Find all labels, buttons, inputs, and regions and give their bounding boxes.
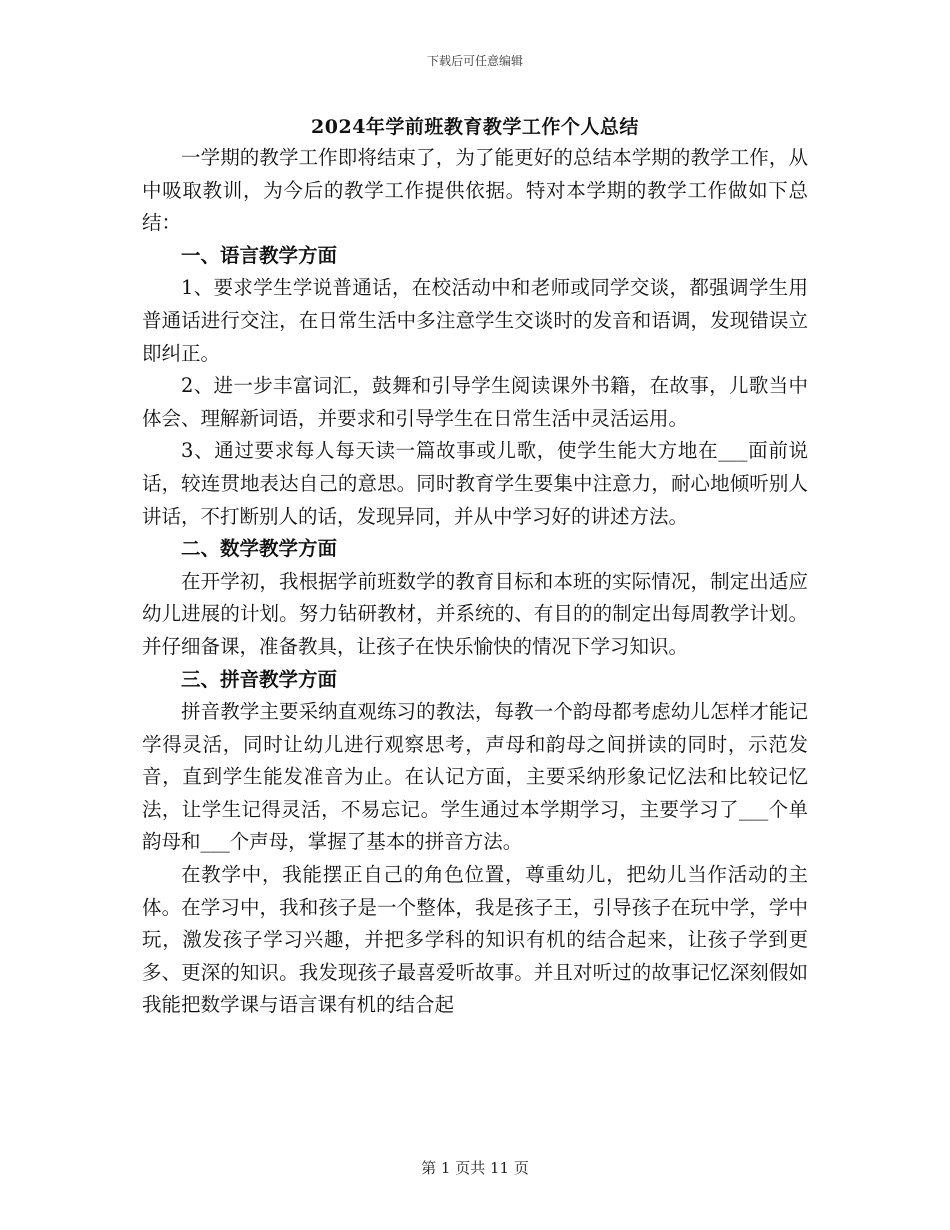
language-item-1: 1、要求学生学说普通话，在校活动中和老师或同学交谈，都强调学生用普通话进行交注，在日常生活中多注意学生交谈时的发音和语调，发现错误立即纠正。 [142,276,808,365]
pinyin-paragraph: 拼音教学主要采纳直观练习的教法，每教一个韵母都考虑幼儿怎样才能记学得灵活，同时让幼儿进行观察思考，声母和韵母之间拼读的同时，示范发音，直到学生能发准音为止。在认记方面，主要采纳形象记忆法和比较记忆法，让学生记得灵活，不易忘记。学生通过本学期学习，主要学习了___个单韵母和___个声母，掌握了基本的拼音方法。 [142,700,808,854]
document-body [142,142,808,1022]
intro-paragraph: 一学期的教学工作即将结束了，为了能更好的总结本学期的教学工作，从中吸取教训，为今后的教学工作提供依据。特对本学期的教学工作做如下总结： [142,146,808,235]
section-heading-math: 二、数学教学方面 [181,537,338,561]
math-paragraph: 在开学初，我根据学前班数学的教育目标和本班的实际情况，制定出适应幼儿进展的计划。努力钻研教材，并系统的、有目的的制定出每周教学计划。并仔细备课，准备教具，让孩子在快乐愉快的情况下学习知识。 [142,569,808,658]
section-heading-pinyin: 三、拼音教学方面 [181,667,338,691]
document-title: 2024年学前班教育教学工作个人总结 [311,116,639,138]
page-number-footer: 第 1 页共 11 页 [421,1159,529,1177]
language-item-3: 3、通过要求每人每天读一篇故事或儿歌，使学生能大方地在___面前说话，较连贯地表达自己的意思。同时教育学生要集中注意力，耐心地倾听别人讲话，不打断别人的话，发现异同，并从中学习好的讲述方法。 [142,439,808,528]
teaching-reflection-paragraph: 在教学中，我能摆正自己的角色位置，尊重幼儿，把幼儿当作活动的主体。在学习中，我和孩子是一个整体，我是孩子王，引导孩子在玩中学，学中玩，激发孩子学习兴趣，并把多学科的知识有机的结合起来，让孩子学到更多、更深的知识。我发现孩子最喜爱听故事。并且对听过的故事记忆深刻假如我能把数学课与语言课有机的结合起 [142,863,808,1017]
page-header-note: 下载后可任意编辑 [426,54,523,68]
section-heading-language: 一、语言教学方面 [181,243,338,267]
language-item-2: 2、进一步丰富词汇，鼓舞和引导学生阅读课外书籍，在故事，儿歌当中体会、理解新词语，并要求和引导学生在日常生活中灵活运用。 [142,374,808,430]
